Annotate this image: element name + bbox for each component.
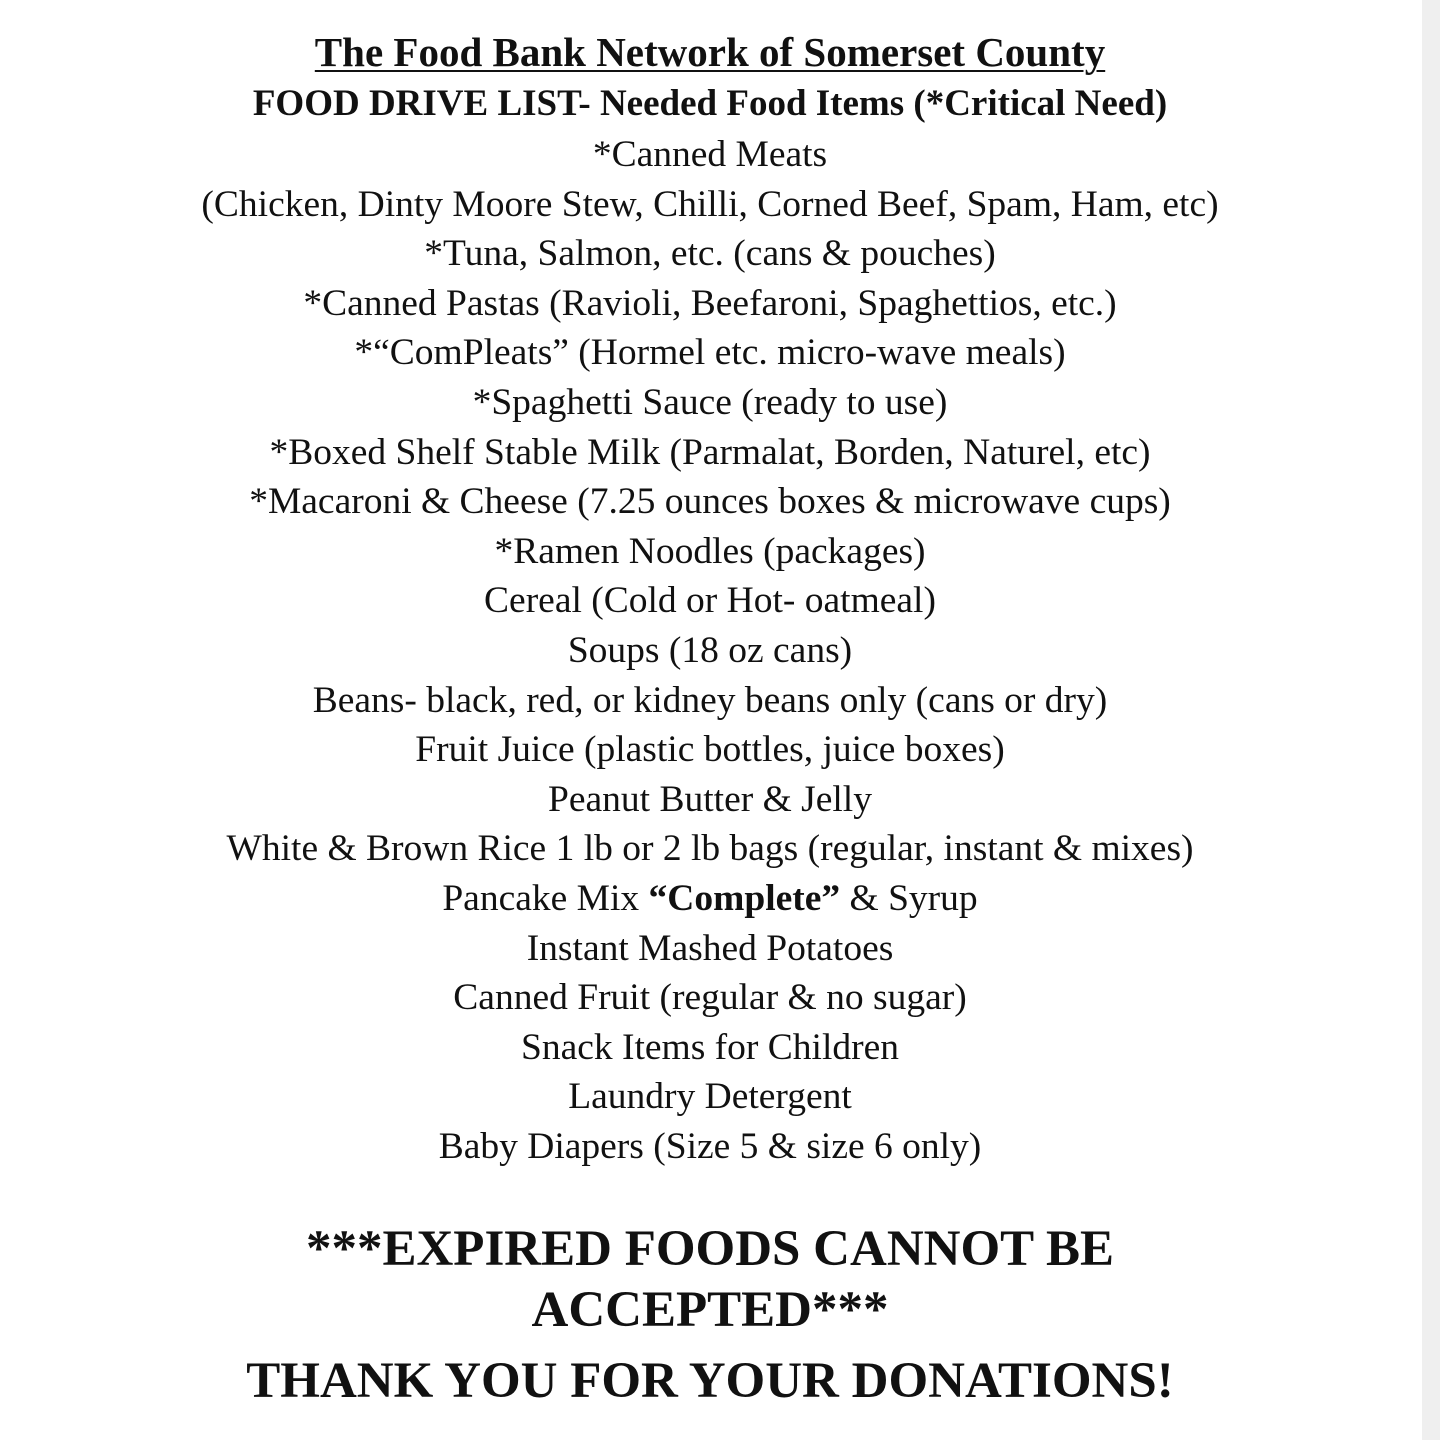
list-item: *“ComPleats” (Hormel etc. micro-wave meals) [354,332,1066,374]
list-item-pancake [0,874,1420,924]
list-item: Baby Diapers (Size 5 & size 6 only) [438,1125,982,1167]
document-title-text: The Food Bank Network of Somerset County [314,29,1106,75]
list-item: Cereal (Cold or Hot- oatmeal) [484,580,936,622]
list-item: *Canned Meats [592,134,828,175]
list-item: Canned Fruit (regular & no sugar) [453,977,967,1019]
list-item: Laundry Detergent [568,1076,852,1118]
document-title [0,26,1420,78]
list-item: *Boxed Shelf Stable Milk (Parmalat, Borden, Naturel, etc) [269,431,1151,473]
document-subtitle: FOOD DRIVE LIST- Needed Food Items (*Critical Need) [252,83,1168,124]
document-body [0,26,1420,1412]
thank-you-message: THANK YOU FOR YOUR DONATIONS! [246,1353,1174,1410]
list-item: *Canned Pastas (Ravioli, Beefaroni, Spaghettios, etc.) [303,282,1117,324]
list-item: Peanut Butter & Jelly [548,778,872,820]
expired-notice-line-1: ***EXPIRED FOODS CANNOT BE [305,1221,1115,1278]
pancake-text-after: & Syrup [840,877,978,919]
list-item: Snack Items for Children [520,1026,900,1068]
list-item: White & Brown Rice 1 lb or 2 lb bags (regular, instant & mixes) [226,828,1194,870]
list-item: Soups (18 oz cans) [567,629,853,671]
list-item: Fruit Juice (plastic bottles, juice boxes) [415,729,1005,771]
list-item: Beans- black, red, or kidney beans only (cans or dry) [312,679,1108,721]
list-item: Instant Mashed Potatoes [526,927,894,969]
list-item: *Ramen Noodles (packages) [494,530,926,572]
expired-notice-line-2: ACCEPTED*** [531,1282,889,1339]
list-item: *Macaroni & Cheese (7.25 ounces boxes & microwave cups) [249,481,1171,523]
pancake-text-bold: “Complete” [648,877,841,919]
food-item-list [0,130,1420,1171]
page-edge [1422,0,1440,1440]
expired-notice [0,1219,1420,1341]
list-item: (Chicken, Dinty Moore Stew, Chilli, Corned Beef, Spam, Ham, etc) [201,183,1219,225]
pancake-text-before: Pancake Mix [442,877,649,919]
list-item: *Spaghetti Sauce (ready to use) [472,381,948,423]
list-item: *Tuna, Salmon, etc. (cans & pouches) [424,233,996,275]
